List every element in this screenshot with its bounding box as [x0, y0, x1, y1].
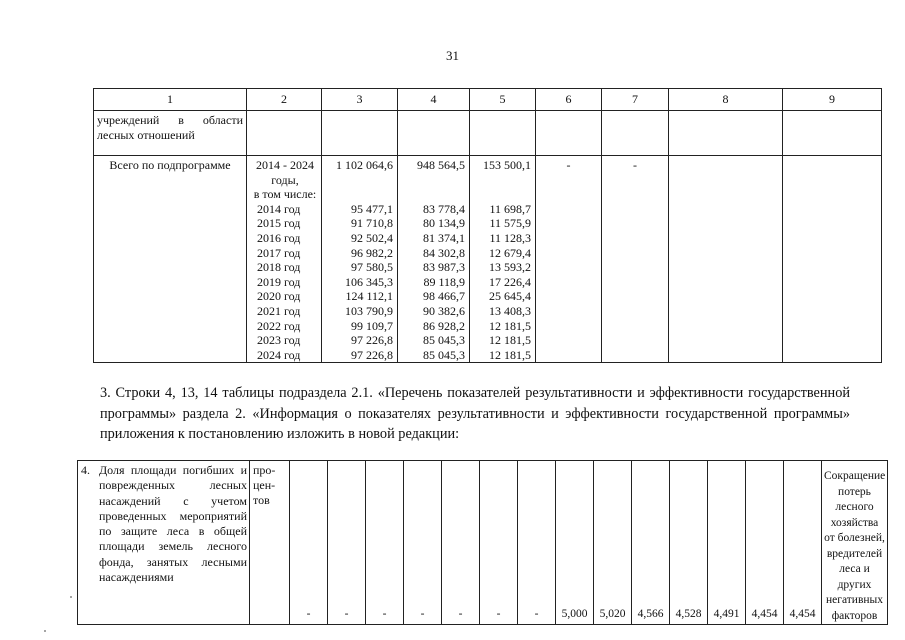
value-cell: - — [518, 461, 556, 625]
value-cell: 97 226,8 — [351, 333, 393, 348]
value-cell: 4,566 — [632, 461, 670, 625]
table-header-row — [94, 89, 882, 111]
value-cell: 4,491 — [708, 461, 746, 625]
instruction-paragraph — [72, 383, 850, 445]
value-cell: 5,000 — [556, 461, 594, 625]
year-label: 2014 год — [257, 201, 301, 216]
value-cell: 97 580,5 — [351, 260, 393, 275]
value-cell: 5,020 — [594, 461, 632, 625]
value-cell: 83 778,4 — [423, 201, 465, 216]
column-3-values — [322, 156, 397, 362]
column-header: 6 — [536, 89, 602, 111]
value-cell: 11 698,7 — [489, 201, 531, 216]
value-cell: 85 045,3 — [423, 333, 465, 348]
row-number: 4. — [81, 463, 90, 477]
year-label: 2021 год — [257, 303, 301, 318]
paragraph-text: 3. Строки 4, 13, 14 таблицы подраздела 2.1. «Перечень показателей результативности и эффективности государственной программы» раздела 2. «Информация о показателях результативности и эффективности государственной программы» приложения к постановлению изложить в новой редакции: — [100, 385, 850, 442]
column-4-values — [398, 156, 469, 362]
column-header: 1 — [94, 89, 247, 111]
period-column — [247, 156, 321, 362]
value-cell: 84 302,8 — [423, 245, 465, 260]
value-cell: 1 102 064,6 — [336, 158, 393, 172]
funding-table — [93, 88, 882, 363]
value-cell: 89 118,9 — [423, 274, 465, 289]
column-header: 3 — [322, 89, 398, 111]
value-cell: 106 345,3 — [345, 274, 393, 289]
period-label: в том числе: — [253, 187, 317, 202]
value-cell: 97 226,8 — [351, 347, 393, 362]
value-cell: - — [480, 461, 518, 625]
year-label: 2024 год — [257, 347, 301, 362]
value-cell: 92 502,4 — [351, 230, 393, 245]
year-label: 2019 год — [257, 274, 301, 289]
value-cell: - — [404, 461, 442, 625]
column-7-value: - — [633, 158, 637, 172]
value-cell: 25 645,4 — [489, 289, 531, 304]
period-label: 2014 - 2024 — [256, 158, 314, 172]
column-header: 7 — [602, 89, 669, 111]
value-cell: 96 982,2 — [351, 245, 393, 260]
year-label: 2022 год — [257, 318, 301, 333]
value-cell: 12 181,5 — [489, 347, 531, 362]
value-cell: 86 928,2 — [423, 318, 465, 333]
value-cell: 4,454 — [784, 461, 822, 625]
value-cell: 13 408,3 — [489, 303, 531, 318]
column-header: 8 — [669, 89, 783, 111]
column-header: 2 — [247, 89, 322, 111]
value-cell: 13 593,2 — [489, 260, 531, 275]
value-cell: 98 466,7 — [423, 289, 465, 304]
value-cell: - — [366, 461, 404, 625]
indicators-table — [77, 460, 888, 625]
page-number: 31 — [446, 48, 459, 63]
value-cell: 90 382,6 — [423, 303, 465, 318]
table-row — [78, 461, 888, 625]
value-cell: 80 134,9 — [423, 216, 465, 231]
value-cell: 81 374,1 — [423, 230, 465, 245]
value-cell: 4,454 — [746, 461, 784, 625]
value-cell: 124 112,1 — [345, 289, 393, 304]
value-cell: 103 790,9 — [345, 303, 393, 318]
value-cell: 11 575,9 — [489, 216, 531, 231]
value-cell: 17 226,4 — [489, 274, 531, 289]
year-label: 2017 год — [257, 245, 301, 260]
column-header: 5 — [470, 89, 536, 111]
value-cell: 91 710,8 — [351, 216, 393, 231]
period-label: годы, — [271, 172, 299, 187]
year-label: 2020 год — [257, 289, 301, 304]
year-label: 2015 год — [257, 216, 301, 231]
value-cell: 948 564,5 — [417, 158, 465, 172]
value-cell: 12 181,5 — [489, 318, 531, 333]
year-label: 2018 год — [257, 260, 301, 275]
scan-speck — [70, 596, 72, 598]
value-cell: 12 181,5 — [489, 333, 531, 348]
value-cell: 12 679,4 — [489, 245, 531, 260]
column-5-values — [470, 156, 535, 362]
value-cell: 85 045,3 — [423, 347, 465, 362]
value-cell: 83 987,3 — [423, 260, 465, 275]
value-cell: 11 128,3 — [489, 230, 531, 245]
value-cell: 4,528 — [670, 461, 708, 625]
row-name: учреждений в области лесных отношений — [97, 113, 243, 142]
value-cell: 153 500,1 — [483, 158, 531, 172]
note-text: Сокращение потерь лесного хозяйства от болезней, вредителей леса и других негативных факторов — [824, 470, 886, 622]
indicator-name: Доля площади погибших и поврежденных лесных насаждений с учетом проведенных мероприятий по защите леса в общей площади земель лесного фонда, занятых лесными насаждениями — [99, 463, 247, 585]
scan-speck — [44, 630, 46, 632]
row-name: Всего по подпрограмме — [109, 158, 231, 172]
value-cell: 99 109,7 — [351, 318, 393, 333]
years-list — [251, 202, 319, 363]
value-cell: - — [290, 461, 328, 625]
column-header: 9 — [783, 89, 882, 111]
value-cell: - — [328, 461, 366, 625]
unit-label: про- цен- тов — [253, 463, 276, 507]
table-row-total — [94, 156, 882, 363]
column-header: 4 — [398, 89, 470, 111]
value-cell: 95 477,1 — [351, 201, 393, 216]
column-6-value: - — [566, 158, 571, 172]
table-row — [94, 111, 882, 156]
year-label: 2023 год — [257, 333, 301, 348]
value-cell: - — [442, 461, 480, 625]
year-label: 2016 год — [257, 230, 301, 245]
